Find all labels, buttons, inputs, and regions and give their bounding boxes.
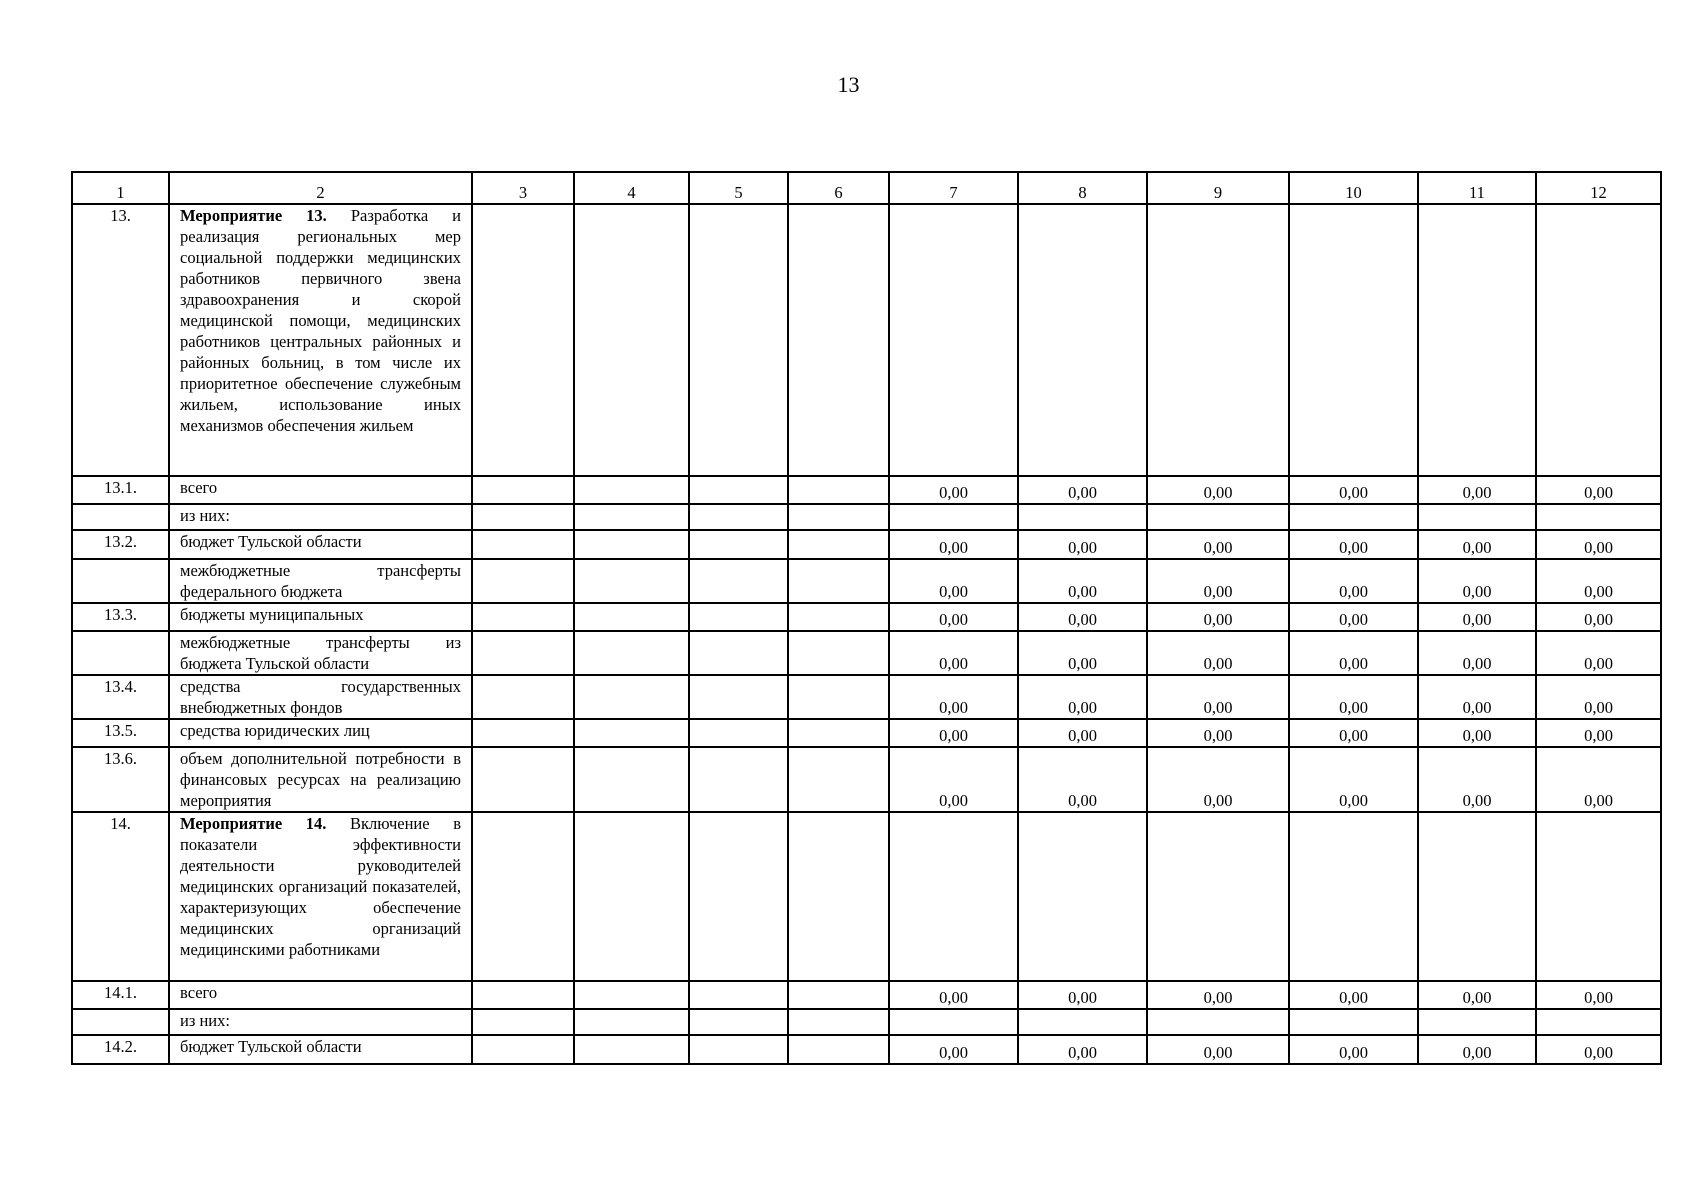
row-number: 14.2. <box>72 1035 169 1064</box>
value-cell <box>1147 1009 1289 1035</box>
empty-cell <box>472 504 574 530</box>
row-number: 13.3. <box>72 603 169 631</box>
value-cell <box>1289 1009 1418 1035</box>
empty-cell <box>1018 812 1147 981</box>
table-row <box>72 504 1661 530</box>
empty-cell <box>788 719 889 747</box>
row-number <box>72 1009 169 1035</box>
empty-cell <box>574 747 689 812</box>
empty-cell <box>689 559 788 603</box>
empty-cell <box>472 204 574 476</box>
empty-cell <box>788 1009 889 1035</box>
row-label: межбюджетные трансферты из бюджета Тульской области <box>169 631 472 675</box>
value-cell <box>1018 1009 1147 1035</box>
value-cell: 0,00 <box>1418 603 1536 631</box>
empty-cell <box>574 603 689 631</box>
value-cell: 0,00 <box>889 476 1018 504</box>
table-row <box>72 476 1661 504</box>
value-cell: 0,00 <box>1289 603 1418 631</box>
measure-row <box>72 204 1661 476</box>
empty-cell <box>689 719 788 747</box>
empty-cell <box>472 675 574 719</box>
value-cell: 0,00 <box>1147 603 1289 631</box>
empty-cell <box>1536 812 1661 981</box>
row-label: из них: <box>169 1009 472 1035</box>
empty-cell <box>689 530 788 559</box>
value-cell <box>889 504 1018 530</box>
value-cell: 0,00 <box>889 559 1018 603</box>
value-cell: 0,00 <box>1536 559 1661 603</box>
value-cell: 0,00 <box>1147 530 1289 559</box>
empty-cell <box>574 530 689 559</box>
table-row <box>72 675 1661 719</box>
value-cell: 0,00 <box>1018 675 1147 719</box>
value-cell <box>1536 1009 1661 1035</box>
empty-cell <box>472 812 574 981</box>
row-number: 13.2. <box>72 530 169 559</box>
value-cell: 0,00 <box>889 719 1018 747</box>
measure-description <box>169 204 472 476</box>
row-number: 13. <box>72 204 169 476</box>
budget-table <box>71 171 1662 1065</box>
empty-cell <box>472 476 574 504</box>
value-cell: 0,00 <box>1418 476 1536 504</box>
value-cell <box>1018 504 1147 530</box>
value-cell: 0,00 <box>1018 981 1147 1009</box>
empty-cell <box>788 504 889 530</box>
empty-cell <box>788 747 889 812</box>
row-label: всего <box>169 981 472 1009</box>
empty-cell <box>689 504 788 530</box>
value-cell: 0,00 <box>1147 719 1289 747</box>
empty-cell <box>788 812 889 981</box>
column-header: 6 <box>788 172 889 204</box>
empty-cell <box>1018 204 1147 476</box>
empty-cell <box>788 476 889 504</box>
empty-cell <box>574 1035 689 1064</box>
value-cell: 0,00 <box>889 603 1018 631</box>
value-cell: 0,00 <box>1536 476 1661 504</box>
column-header: 7 <box>889 172 1018 204</box>
row-label: из них: <box>169 504 472 530</box>
row-label: всего <box>169 476 472 504</box>
value-cell: 0,00 <box>889 675 1018 719</box>
empty-cell <box>574 812 689 981</box>
value-cell: 0,00 <box>889 530 1018 559</box>
row-number <box>72 631 169 675</box>
row-label: бюджеты муниципальных <box>169 603 472 631</box>
empty-cell <box>788 675 889 719</box>
value-cell: 0,00 <box>889 631 1018 675</box>
empty-cell <box>689 747 788 812</box>
column-header: 12 <box>1536 172 1661 204</box>
value-cell: 0,00 <box>1418 675 1536 719</box>
empty-cell <box>472 559 574 603</box>
value-cell <box>1147 504 1289 530</box>
value-cell: 0,00 <box>1418 530 1536 559</box>
row-label: средства государственных внебюджетных фондов <box>169 675 472 719</box>
row-label: средства юридических лиц <box>169 719 472 747</box>
value-cell: 0,00 <box>1418 719 1536 747</box>
value-cell: 0,00 <box>1147 1035 1289 1064</box>
value-cell: 0,00 <box>889 981 1018 1009</box>
value-cell: 0,00 <box>1536 603 1661 631</box>
column-header: 10 <box>1289 172 1418 204</box>
empty-cell <box>1147 204 1289 476</box>
row-number <box>72 559 169 603</box>
empty-cell <box>472 603 574 631</box>
value-cell: 0,00 <box>1147 981 1289 1009</box>
value-cell: 0,00 <box>1418 747 1536 812</box>
empty-cell <box>788 981 889 1009</box>
empty-cell <box>689 812 788 981</box>
row-number: 13.5. <box>72 719 169 747</box>
value-cell: 0,00 <box>1147 747 1289 812</box>
value-cell: 0,00 <box>1536 1035 1661 1064</box>
value-cell: 0,00 <box>1289 530 1418 559</box>
table-row <box>72 981 1661 1009</box>
value-cell: 0,00 <box>1536 675 1661 719</box>
empty-cell <box>689 631 788 675</box>
empty-cell <box>472 1035 574 1064</box>
value-cell: 0,00 <box>889 1035 1018 1064</box>
empty-cell <box>1147 812 1289 981</box>
column-header: 8 <box>1018 172 1147 204</box>
empty-cell <box>788 530 889 559</box>
empty-cell <box>788 204 889 476</box>
value-cell: 0,00 <box>1289 719 1418 747</box>
row-number: 13.4. <box>72 675 169 719</box>
empty-cell <box>689 603 788 631</box>
row-number: 14. <box>72 812 169 981</box>
value-cell <box>1418 504 1536 530</box>
value-cell: 0,00 <box>1536 719 1661 747</box>
header-row <box>72 172 1661 204</box>
row-number: 13.1. <box>72 476 169 504</box>
value-cell: 0,00 <box>1289 1035 1418 1064</box>
empty-cell <box>689 476 788 504</box>
value-cell: 0,00 <box>1418 981 1536 1009</box>
value-cell: 0,00 <box>1018 719 1147 747</box>
value-cell: 0,00 <box>1418 1035 1536 1064</box>
measure-text: Включение в показатели эффективности деятельности руководителей медицинских организаций показателей, характеризующих обеспечение медицинских организаций медицинскими работниками <box>180 814 461 959</box>
value-cell: 0,00 <box>1536 747 1661 812</box>
empty-cell <box>574 981 689 1009</box>
empty-cell <box>574 631 689 675</box>
empty-cell <box>574 476 689 504</box>
value-cell: 0,00 <box>1018 530 1147 559</box>
value-cell: 0,00 <box>1289 476 1418 504</box>
empty-cell <box>472 631 574 675</box>
empty-cell <box>689 1009 788 1035</box>
empty-cell <box>889 812 1018 981</box>
value-cell: 0,00 <box>1018 1035 1147 1064</box>
empty-cell <box>472 530 574 559</box>
row-label: бюджет Тульской области <box>169 1035 472 1064</box>
column-header: 3 <box>472 172 574 204</box>
column-header: 11 <box>1418 172 1536 204</box>
value-cell <box>1418 1009 1536 1035</box>
value-cell: 0,00 <box>1018 559 1147 603</box>
value-cell <box>1536 504 1661 530</box>
empty-cell <box>788 631 889 675</box>
empty-cell <box>574 675 689 719</box>
column-header: 1 <box>72 172 169 204</box>
empty-cell <box>1289 812 1418 981</box>
value-cell: 0,00 <box>1018 747 1147 812</box>
page-number: 13 <box>837 72 860 97</box>
value-cell: 0,00 <box>1018 476 1147 504</box>
value-cell: 0,00 <box>1147 675 1289 719</box>
empty-cell <box>472 719 574 747</box>
empty-cell <box>689 675 788 719</box>
measure-description <box>169 812 472 981</box>
value-cell: 0,00 <box>1147 631 1289 675</box>
row-number <box>72 504 169 530</box>
table-row <box>72 559 1661 603</box>
empty-cell <box>788 559 889 603</box>
value-cell: 0,00 <box>1536 530 1661 559</box>
table-row <box>72 719 1661 747</box>
column-header: 5 <box>689 172 788 204</box>
measure-title: Мероприятие 14. <box>180 814 327 833</box>
empty-cell <box>574 719 689 747</box>
empty-cell <box>1536 204 1661 476</box>
table-body <box>72 172 1661 1064</box>
empty-cell <box>574 1009 689 1035</box>
empty-cell <box>889 204 1018 476</box>
value-cell: 0,00 <box>1289 559 1418 603</box>
empty-cell <box>689 204 788 476</box>
value-cell: 0,00 <box>1289 631 1418 675</box>
empty-cell <box>1289 204 1418 476</box>
column-header: 2 <box>169 172 472 204</box>
empty-cell <box>689 981 788 1009</box>
row-label: объем дополнительной потребности в финансовых ресурсах на реализацию мероприятия <box>169 747 472 812</box>
empty-cell <box>472 1009 574 1035</box>
empty-cell <box>1418 204 1536 476</box>
value-cell: 0,00 <box>1147 476 1289 504</box>
empty-cell <box>689 1035 788 1064</box>
value-cell <box>889 1009 1018 1035</box>
row-number: 13.6. <box>72 747 169 812</box>
measure-title: Мероприятие 13. <box>180 206 327 225</box>
row-label: межбюджетные трансферты федерального бюджета <box>169 559 472 603</box>
empty-cell <box>472 981 574 1009</box>
empty-cell <box>574 204 689 476</box>
row-label: бюджет Тульской области <box>169 530 472 559</box>
value-cell: 0,00 <box>1289 747 1418 812</box>
empty-cell <box>574 559 689 603</box>
value-cell: 0,00 <box>1147 559 1289 603</box>
value-cell: 0,00 <box>1289 981 1418 1009</box>
empty-cell <box>472 747 574 812</box>
table-row <box>72 1035 1661 1064</box>
value-cell: 0,00 <box>1536 631 1661 675</box>
value-cell: 0,00 <box>1018 631 1147 675</box>
value-cell: 0,00 <box>1018 603 1147 631</box>
empty-cell <box>788 1035 889 1064</box>
table-row <box>72 747 1661 812</box>
value-cell: 0,00 <box>889 747 1018 812</box>
measure-text: Разработка и реализация региональных мер социальной поддержки медицинских работников первичного звена здравоохранения и скорой медицинской помощи, медицинских работников центральных районных и районных больниц, в том числе их приоритетное обеспечение служебным жильем, использование иных механизмов обеспечения жильем <box>180 206 461 435</box>
table-row <box>72 603 1661 631</box>
column-header: 9 <box>1147 172 1289 204</box>
empty-cell <box>574 504 689 530</box>
column-header: 4 <box>574 172 689 204</box>
empty-cell <box>788 603 889 631</box>
value-cell: 0,00 <box>1289 675 1418 719</box>
value-cell <box>1289 504 1418 530</box>
table-row <box>72 631 1661 675</box>
value-cell: 0,00 <box>1418 559 1536 603</box>
table-row <box>72 530 1661 559</box>
value-cell: 0,00 <box>1418 631 1536 675</box>
empty-cell <box>1418 812 1536 981</box>
value-cell: 0,00 <box>1536 981 1661 1009</box>
row-number: 14.1. <box>72 981 169 1009</box>
measure-row <box>72 812 1661 981</box>
table-row <box>72 1009 1661 1035</box>
